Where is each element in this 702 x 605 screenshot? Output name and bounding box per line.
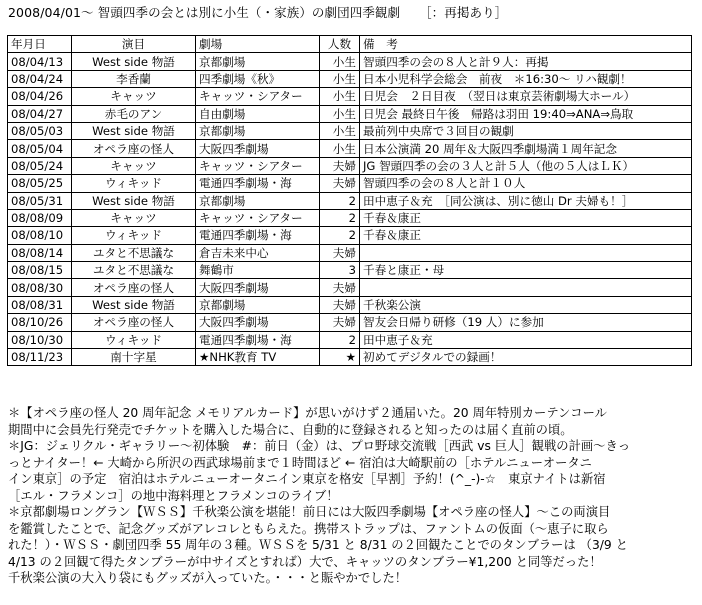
cell-date: 08/04/13 [8, 53, 72, 70]
cell-date: 08/08/30 [8, 279, 72, 296]
cell-note: 田中恵子＆充 ［同公演は、別に徳山 Dr 夫婦も！］ [360, 192, 692, 209]
cell-date: 08/08/09 [8, 209, 72, 226]
cell-title: ユタと不思議な [72, 244, 196, 261]
cell-date: 08/04/26 [8, 88, 72, 105]
table-row [8, 314, 692, 331]
cell-date: 08/05/03 [8, 122, 72, 139]
table-header-row [8, 36, 692, 53]
cell-title: キャッツ [72, 209, 196, 226]
note-line: れた！）・ＷＳＳ・劇団四季 55 周年の３種。ＷＳＳを 5/31 と 8/31 の２回観たことでのタンブラーは （3/9 と [8, 538, 628, 552]
table-row [8, 192, 692, 209]
cell-venue: 四季劇場《秋》 [196, 70, 320, 87]
table-row [8, 262, 692, 279]
cell-venue: 電通四季劇場・海 [196, 331, 320, 348]
page-heading: 2008/04/01～ 智頭四季の会とは別に小生（・家族）の劇団四季観劇 ［：再掲あり］ [8, 5, 508, 20]
cell-date: 08/04/24 [8, 70, 72, 87]
note-line: 4/13 の２回観て得たタンブラーが中サイズとすれば）大で、キャッツのタンブラー¥1,200 と同等だった！ [8, 554, 602, 569]
cell-note: 千春＆康正 [360, 227, 692, 244]
cell-count: 小生 [320, 53, 360, 70]
note-line: っとナイター！← 大崎から所沢の西武球場前まで１時間ほど ← 宿泊は大崎駅前の［ホテルニューオータニ [8, 455, 592, 470]
theater-log-table [7, 35, 692, 366]
cell-venue: 京都劇場 [196, 53, 320, 70]
cell-note: 日児会 最終日午後 帰路は羽田 19:40⇒ANA⇒鳥取 [360, 105, 692, 122]
cell-count: 夫婦 [320, 157, 360, 174]
cell-title: West side 物語 [72, 296, 196, 313]
cell-note: 千春＆康正 [360, 209, 692, 226]
cell-title: オペラ座の怪人 [72, 140, 196, 157]
cell-count: 夫婦 [320, 244, 360, 261]
cell-count: 2 [320, 227, 360, 244]
cell-count: 2 [320, 192, 360, 209]
header-title: 演目 [72, 36, 196, 53]
cell-venue: 大阪四季劇場 [196, 279, 320, 296]
cell-venue: 大阪四季劇場 [196, 314, 320, 331]
cell-count: 夫婦 [320, 314, 360, 331]
table-row [8, 105, 692, 122]
cell-title: 南十字星 [72, 349, 196, 366]
table-row [8, 279, 692, 296]
cell-date: 08/10/26 [8, 314, 72, 331]
cell-title: West side 物語 [72, 192, 196, 209]
cell-count: 小生 [320, 70, 360, 87]
cell-date: 08/04/27 [8, 105, 72, 122]
table-row [8, 88, 692, 105]
header-note: 備 考 [360, 36, 692, 53]
cell-note: 日児会 ２日目夜 （翌日は東京芸術劇場大ホール） [360, 88, 692, 105]
note-line: 期間中に会員先行発売でチケットを購入した場合に、自動的に登録されると知ったのは届く直前の頃。 [8, 422, 573, 437]
table-row [8, 140, 692, 157]
cell-venue: 京都劇場 [196, 122, 320, 139]
cell-date: 08/05/25 [8, 175, 72, 192]
cell-venue: キャッツ・シアター [196, 209, 320, 226]
cell-title: 赤毛のアン [72, 105, 196, 122]
table-row [8, 157, 692, 174]
cell-note [360, 244, 692, 261]
cell-note: 日本小児科学会総会 前夜 ＊16:30～ リハ観劇！ [360, 70, 692, 87]
table-row [8, 53, 692, 70]
cell-title: ウィキッド [72, 175, 196, 192]
table-row [8, 244, 692, 261]
table-row [8, 349, 692, 366]
table-row [8, 209, 692, 226]
cell-title: ウィキッド [72, 331, 196, 348]
table-row [8, 122, 692, 139]
header-count: 人数 [320, 36, 360, 53]
table-row [8, 227, 692, 244]
cell-venue: キャッツ・シアター [196, 88, 320, 105]
cell-title: West side 物語 [72, 53, 196, 70]
cell-title: West side 物語 [72, 122, 196, 139]
cell-date: 08/11/23 [8, 349, 72, 366]
header-date: 年月日 [8, 36, 72, 53]
cell-date: 08/08/15 [8, 262, 72, 279]
cell-date: 08/10/30 [8, 331, 72, 348]
cell-date: 08/08/10 [8, 227, 72, 244]
table-body [8, 53, 692, 366]
table-row [8, 296, 692, 313]
cell-note: 初めてデジタルでの録画！ [360, 349, 692, 366]
cell-count: 夫婦 [320, 296, 360, 313]
cell-count: 3 [320, 262, 360, 279]
cell-venue: キャッツ・シアター [196, 157, 320, 174]
note-line: を鑑賞したことで、記念グッズがアレコレともらえた。携帯ストラップは、ファントムの仮面（～恵子に取ら [8, 521, 609, 536]
cell-count: 夫婦 [320, 175, 360, 192]
note-line: ＊京都劇場ロングラン【ＷＳＳ】千秋楽公演を堪能！前日には大阪四季劇場【オペラ座の怪人】～この両演目 [8, 505, 611, 519]
table-row [8, 70, 692, 87]
cell-count: 夫婦 [320, 279, 360, 296]
note-line: ＊【オペラ座の怪人 20 周年記念 メモリアルカード】が思いがけず２通届いた。20 周年特別カーテンコール [8, 406, 607, 420]
cell-title: オペラ座の怪人 [72, 279, 196, 296]
note-line: イン東京］の予定 宿泊はホテルニューオータニイン東京を格安［早割］予約！(^_-)-☆ 東京ナイトは新宿 [8, 472, 606, 486]
note-line: ［エル・フラメンコ］の地中海料理とフラメンコのライブ！ [8, 488, 339, 503]
cell-date: 08/05/31 [8, 192, 72, 209]
cell-date: 08/08/31 [8, 296, 72, 313]
cell-title: キャッツ [72, 157, 196, 174]
cell-title: キャッツ [72, 88, 196, 105]
cell-title: ユタと不思議な [72, 262, 196, 279]
cell-note: 最前列中央席で３回目の観劇 [360, 122, 692, 139]
table-row [8, 175, 692, 192]
cell-note: 千秋楽公演 [360, 296, 692, 313]
note-line: 千秋楽公演の大入り袋にもグッズが入っていた。・・・と賑やかでした！ [8, 571, 408, 585]
cell-date: 08/05/04 [8, 140, 72, 157]
cell-title: オペラ座の怪人 [72, 314, 196, 331]
cell-count: 小生 [320, 88, 360, 105]
notes-section [8, 405, 698, 587]
cell-venue: 電通四季劇場・海 [196, 175, 320, 192]
cell-title: 李香蘭 [72, 70, 196, 87]
cell-venue: 電通四季劇場・海 [196, 227, 320, 244]
cell-note: 智頭四季の会の８人と計９人：再掲 [360, 53, 692, 70]
note-line: ＊JG：ジェリクル・ギャラリー～初体験 #：前日（金）は、プロ野球交流戦［西武 vs 巨人］観戦の計画～きっ [8, 439, 631, 453]
cell-note [360, 279, 692, 296]
cell-count: ★ [320, 349, 360, 366]
cell-date: 08/08/14 [8, 244, 72, 261]
cell-note: 千春と康正・母 [360, 262, 692, 279]
cell-venue: ★NHK教育 TV [196, 349, 320, 366]
cell-count: 小生 [320, 140, 360, 157]
cell-title: ウィキッド [72, 227, 196, 244]
cell-note: JG 智頭四季の会の３人と計５人（他の５人はＬＫ） [360, 157, 692, 174]
cell-venue: 舞鶴市 [196, 262, 320, 279]
cell-venue: 倉吉未来中心 [196, 244, 320, 261]
header-venue: 劇場 [196, 36, 320, 53]
cell-note: 智頭四季の会の８人と計１０人 [360, 175, 692, 192]
cell-venue: 大阪四季劇場 [196, 140, 320, 157]
cell-venue: 自由劇場 [196, 105, 320, 122]
cell-date: 08/05/24 [8, 157, 72, 174]
cell-count: 小生 [320, 122, 360, 139]
cell-count: 2 [320, 209, 360, 226]
cell-note: 日本公演満 20 周年＆大阪四季劇場満１周年記念 [360, 140, 692, 157]
cell-venue: 京都劇場 [196, 192, 320, 209]
table-row [8, 331, 692, 348]
cell-venue: 京都劇場 [196, 296, 320, 313]
cell-count: 2 [320, 331, 360, 348]
cell-note: 智友会日帰り研修（19 人）に参加 [360, 314, 692, 331]
cell-note: 田中恵子＆充 [360, 331, 692, 348]
cell-count: 小生 [320, 105, 360, 122]
